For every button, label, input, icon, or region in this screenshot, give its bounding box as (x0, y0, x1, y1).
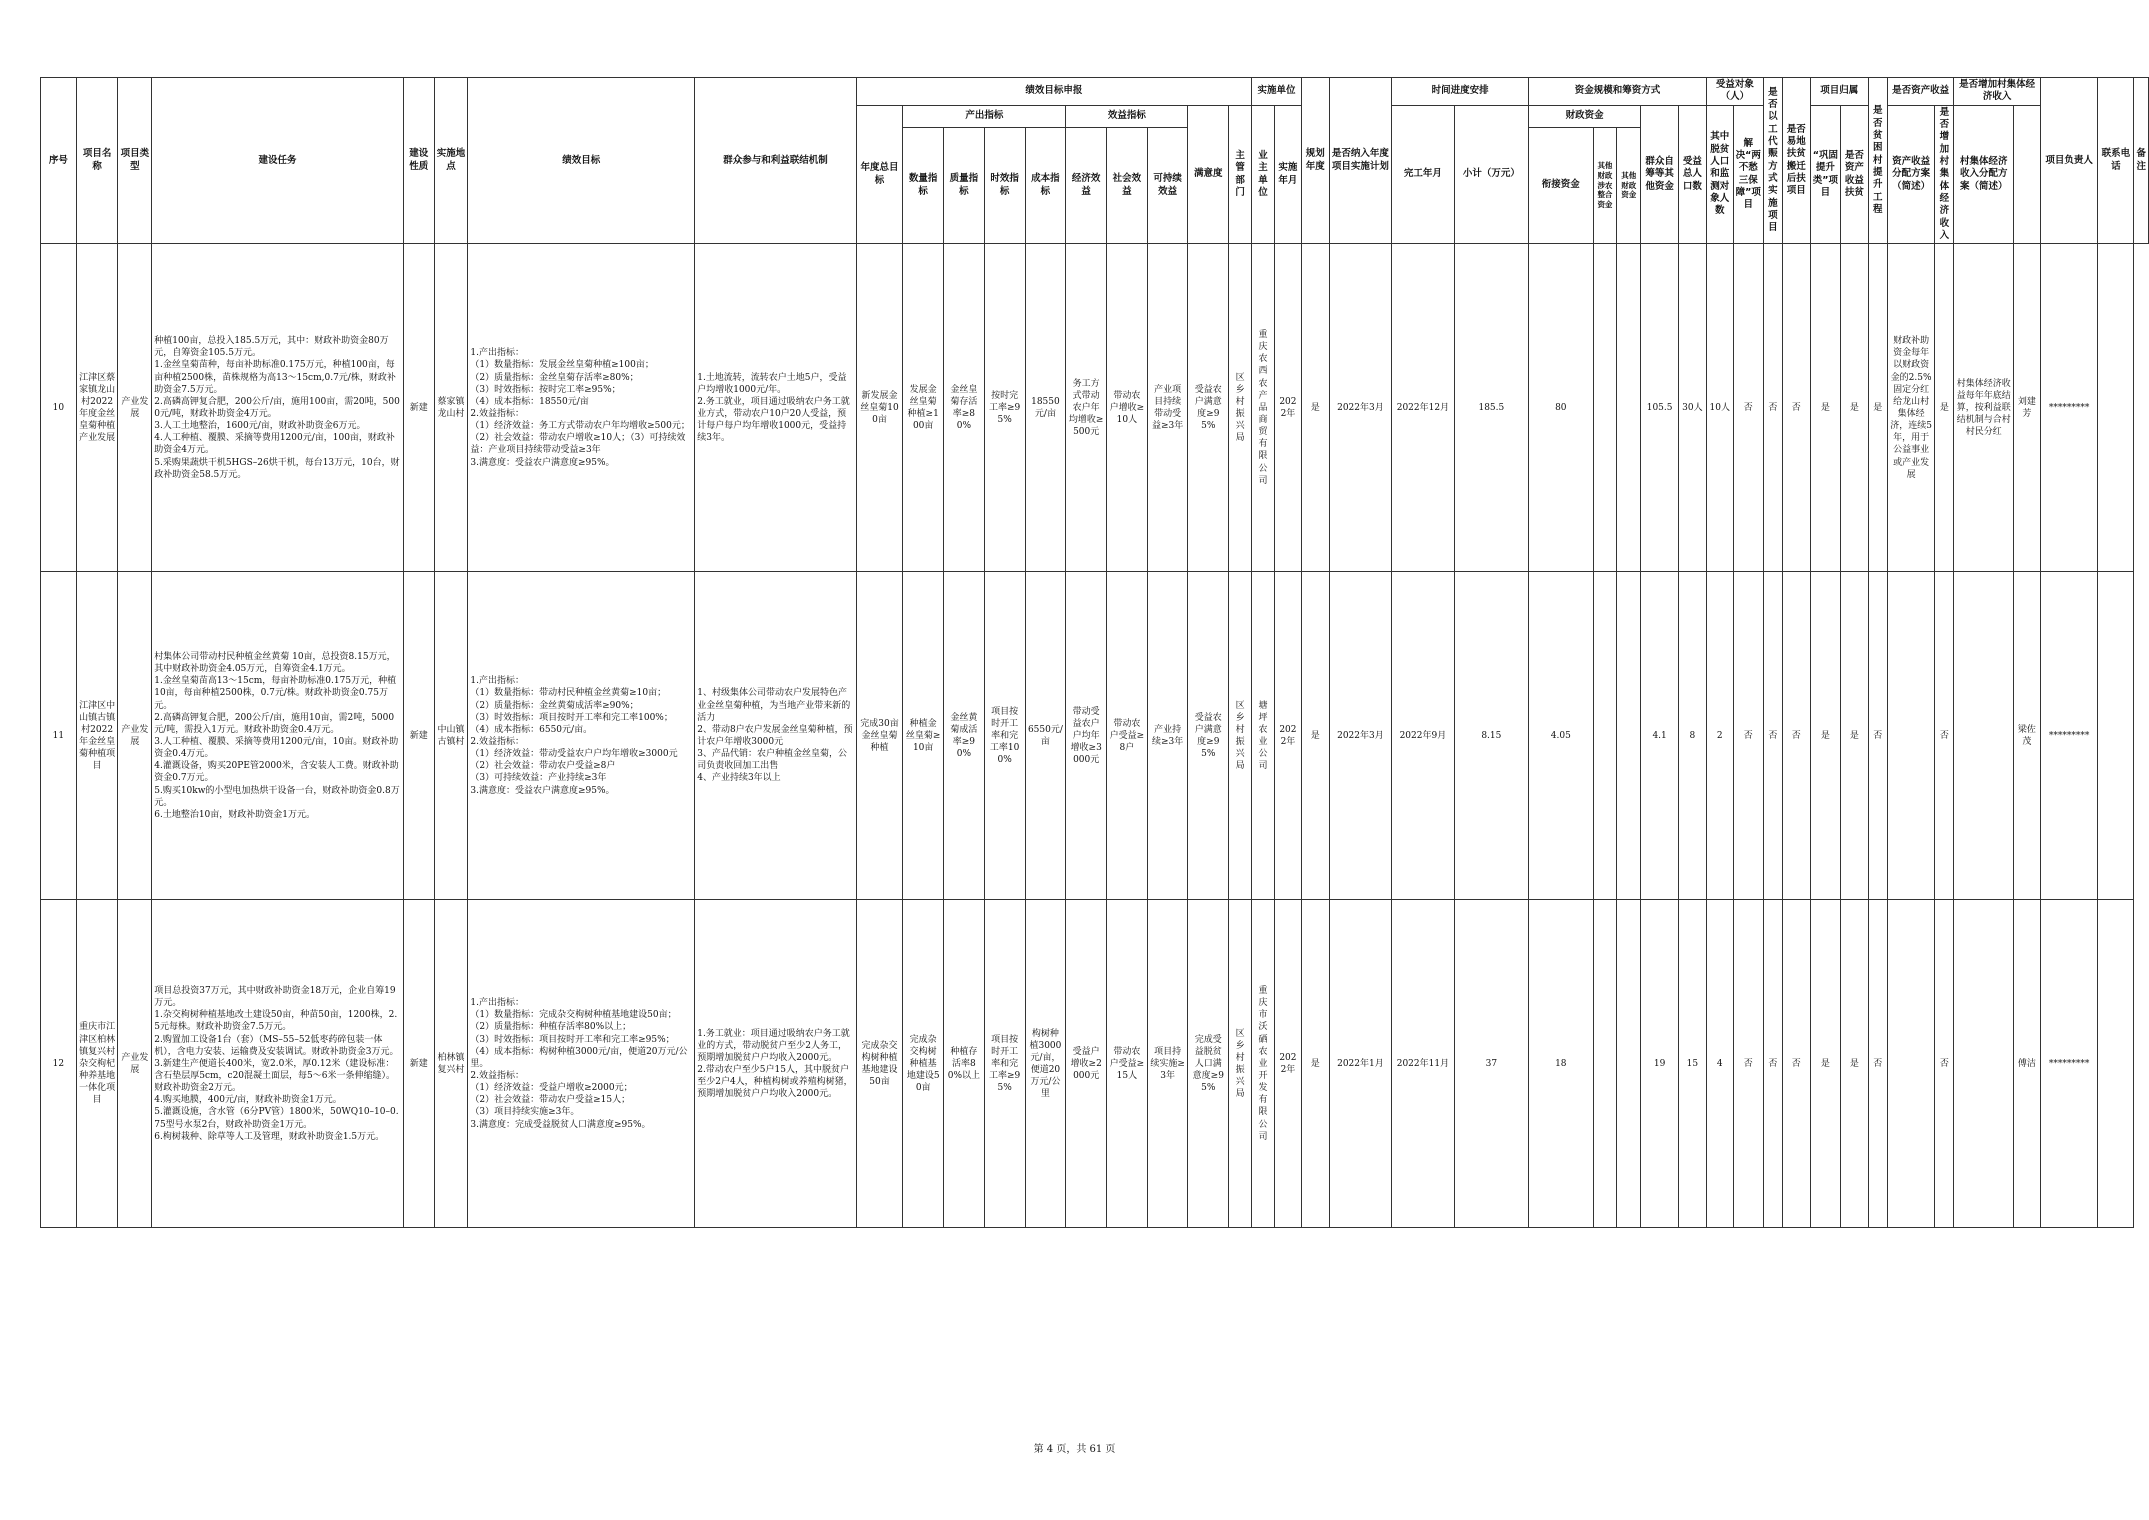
cell-asset-plan: 财政补助资金每年以财政资金的2.5%固定分红给龙山村集体经济，连续5年，用于公益事业或产业发展 (1887, 244, 1935, 572)
cell-poor: 10人 (1706, 244, 1733, 572)
cell-econ: 受益户增收≥2000元 (1066, 900, 1107, 1228)
cell-in-plan: 是 (1301, 572, 1329, 900)
hdr-name: 项目名称 (76, 78, 118, 244)
hdr-qty: 数量指标 (903, 127, 944, 244)
cell-agri (1593, 244, 1617, 572)
cell-end: 2022年11月 (1392, 900, 1454, 1228)
cell-work-relief: 否 (1733, 900, 1763, 1228)
cell-start: 2022年3月 (1329, 572, 1391, 900)
hdr-qual: 质量指标 (944, 127, 985, 244)
cell-remark (2098, 244, 2134, 572)
hdr-asset-plan: 资产收益分配方案（简述） (1887, 105, 1935, 244)
hdr-other-fiscal: 其他财政资金 (1617, 127, 1641, 244)
hdr-task: 建设任务 (152, 78, 404, 244)
hdr-econ: 经济效益 (1066, 127, 1107, 244)
page-footer: 第 4 页，共 61 页 (1033, 1444, 1116, 1455)
cell-cost: 18550元/亩 (1025, 244, 1066, 572)
cell-time: 项目按时开工率和完工率≥95% (984, 900, 1025, 1228)
cell-self: 19 (1641, 900, 1679, 1228)
hdr-coll-yes: 是否增加村集体经济收入 (1935, 105, 1954, 244)
cell-time: 按时完工率≥95% (984, 244, 1025, 572)
cell-econ: 带动受益农户户均年增收≥3000元 (1066, 572, 1107, 900)
cell-annual: 新发展金丝皇菊100亩 (856, 244, 903, 572)
hdr-link: 衔接资金 (1529, 127, 1593, 244)
cell-self: 105.5 (1641, 244, 1679, 572)
cell-other-fiscal (1617, 572, 1641, 900)
hdr-seq: 序号 (41, 78, 77, 244)
cell-qty: 种植金丝皇菊≥10亩 (903, 572, 944, 900)
cell-owner: 重庆市沃硒农业开发有限公司 (1252, 900, 1275, 1228)
cell-qual: 金丝皇菊存活率≥80% (944, 244, 985, 572)
table-row (41, 244, 2149, 572)
cell-asset-support: 否 (1868, 572, 1887, 900)
hdr-mech: 群众参与和利益联结机制 (695, 78, 856, 244)
hdr-relocation: 是否易地扶贫搬迁后扶项目 (1782, 78, 1810, 244)
table-row (41, 900, 2149, 1228)
cell-poor: 2 (1706, 572, 1733, 900)
cell-type: 产业发展 (118, 572, 152, 900)
cell-total-pop: 8 (1678, 572, 1706, 900)
cell-link: 18 (1529, 900, 1593, 1228)
hdr-social: 社会效益 (1107, 127, 1148, 244)
hdr-remark: 备注 (2134, 78, 2149, 244)
hdr-cost: 成本指标 (1025, 127, 1066, 244)
cell-agri (1593, 900, 1617, 1228)
cell-mech: 1、村级集体公司带动农户发展特色产业金丝皇菊种植，为当地产业带来新的活力 2、带动8户农户发展金丝皇菊种植，预计农户年增收3000元 3、产品代销：农户种植金丝皇菊，公司负责收回加工出售 4、产业持续3年以上 (697, 688, 853, 784)
cell-name: 江津区中山镇古镇村2022年金丝皇菊种植项目 (76, 572, 118, 900)
hdr-place: 实施地点 (434, 78, 468, 244)
hdr-agri: 其他财政涉农整合资金 (1593, 127, 1617, 244)
cell-self: 4.1 (1641, 572, 1679, 900)
cell-type: 产业发展 (118, 900, 152, 1228)
cell-subtotal: 8.15 (1454, 572, 1528, 900)
cell-subtotal: 185.5 (1454, 244, 1528, 572)
cell-coll-yes: 是 (1935, 244, 1954, 572)
hdr-collective: 是否增加村集体经济收入 (1954, 78, 2040, 106)
cell-dept: 区乡村振兴局 (1229, 244, 1252, 572)
cell-asset-plan (1887, 572, 1935, 900)
cell-remark (2098, 900, 2134, 1228)
cell-coll-yes: 否 (1935, 572, 1954, 900)
cell-coll-plan (1954, 572, 2014, 900)
cell-qty: 完成杂交构树种植基地建设50亩 (903, 900, 944, 1228)
cell-agri (1593, 572, 1617, 900)
cell-dept: 区乡村振兴局 (1229, 900, 1252, 1228)
hdr-leader: 项目负责人 (2040, 78, 2098, 244)
cell-sustain: 产业项目持续带动受益≥3年 (1147, 244, 1188, 572)
hdr-consolidate: “巩固提升类”项目 (1810, 105, 1840, 244)
hdr-goal: 绩效目标 (468, 78, 695, 244)
cell-task: 村集体公司带动村民种植金丝黄菊 10亩，总投资8.15万元，其中财政补助资金4.05万元，自筹资金4.1万元。 1.金丝皇菊苗高13～15cm，每亩补助标准0.175万元，种植10亩，每亩种植2500株，0.7元/株。财政补助资金0.75万元。 2.高磷高钾复合肥，200公斤/亩，施用10亩，需2吨，5000元/吨，需投入1万元。财政补助资金0.4万元。 3.人工种植、覆膜、采摘等费用1200元/亩，10亩。财政补助资金0.4万元。 4.灌溉设备，购买20PE管2000米，含安装人工费。财政补助资金0.7万元。 5.购买10kw的小型电加热烘干设备一台，财政补助资金0.8万元。 6.土地整治10亩，财政补助资金1万元。 (154, 651, 400, 820)
hdr-type: 项目类型 (118, 78, 152, 244)
cell-cost: 6550元/亩 (1025, 572, 1066, 900)
cell-phone: ********* (2040, 244, 2098, 572)
cell-upgrade: 是 (1840, 244, 1868, 572)
hdr-work-relief: 是否以工代赈方式实施项目 (1763, 78, 1782, 244)
hdr-poor: 其中脱贫人口和监测对象人数 (1706, 105, 1733, 244)
cell-asset-support: 否 (1868, 900, 1887, 1228)
project-table (40, 77, 2149, 1228)
cell-asset-plan (1887, 900, 1935, 1228)
cell-qty: 发展金丝皇菊种植≥100亩 (903, 244, 944, 572)
cell-other-fiscal (1617, 244, 1641, 572)
cell-work-relief: 否 (1733, 572, 1763, 900)
hdr-total-pop: 受益总人口数 (1678, 105, 1706, 244)
hdr-coll-plan: 村集体经济收入分配方案（简述） (1954, 105, 2014, 244)
cell-social: 带动农户受益≥15人 (1107, 900, 1148, 1228)
cell-plan-year: 2022年 (1275, 572, 1302, 900)
cell-seq: 11 (41, 572, 77, 900)
cell-social: 带动农户受益≥8户 (1107, 572, 1148, 900)
cell-dept: 区乡村振兴局 (1229, 572, 1252, 900)
hdr-asset-income: 是否资产收益 (1887, 78, 1954, 106)
cell-coll-plan (1954, 900, 2014, 1228)
cell-owner: 塘坪农业公司 (1252, 572, 1275, 900)
cell-mech: 1.务工就业：项目通过吸纳农户务工就业的方式，带动脱贫户至少2人务工，预期增加脱贫户户均收入2000元。 2.带动农户至少5户15人，其中脱贫户至少2户4人，种植构树或养殖构树猪，预期增加脱贫户户均收入2000元。 (697, 1028, 853, 1100)
cell-goal: 1.产出指标： （1）数量指标：发展金丝皇菊种植≥100亩； （2）质量指标：金丝皇菊存活率≥80%； （3）时效指标：按时完工率≥95%； （4）成本指标：18550元/亩 2.效益指标： （1）经济效益：务工方式带动农户年均增收≥500元； （2）社会效益：带动农户增收≥10人；（3）可持续效益：产业项目持续带动受益≥3年 3.满意度：受益农户满意度≥95%。 (470, 348, 690, 468)
cell-nature: 新建 (403, 572, 434, 900)
cell-start: 2022年1月 (1329, 900, 1391, 1228)
cell-qual: 金丝黄菊成活率≥90% (944, 572, 985, 900)
cell-two-worries: 否 (1782, 900, 1810, 1228)
cell-start: 2022年3月 (1329, 244, 1391, 572)
hdr-subtotal: 小计（万元） (1454, 105, 1528, 244)
cell-end: 2022年9月 (1392, 572, 1454, 900)
table-row (41, 572, 2149, 900)
cell-task: 种植100亩，总投入185.5万元，其中：财政补助资金80万元，自筹资金105.5万元。 1.金丝皇菊苗种，每亩补助标准0.175万元，种植100亩，每亩种植2500株，苗株规格为高13～15cm,0.7元/株，财政补助资金7.5万元。 2.高磷高钾复合肥，200公斤/亩，施用100亩，需20吨，5000元/吨，财政补助资金4万元。 3.人工土地整治，1600元/亩，财政补助资金6万元。 4.人工种植、覆膜、采摘等费用1200元/亩，100亩，财政补助资金4万元。 5.采购果蔬烘干机5HGS–26烘干机，每台13万元，10台，财政补助资金58.5万元。 (154, 336, 400, 480)
cell-cost: 构树种植3000元/亩，便道20万元/公里 (1025, 900, 1066, 1228)
cell-other-fiscal (1617, 900, 1641, 1228)
hdr-phone: 联系电话 (2098, 78, 2134, 244)
cell-name: 江津区蔡家镇龙山村2022年度金丝皇菊种植产业发展 (76, 244, 118, 572)
cell-qual: 种植存活率80%以上 (944, 900, 985, 1228)
cell-in-plan: 是 (1301, 900, 1329, 1228)
cell-consolidate: 是 (1810, 572, 1840, 900)
cell-owner: 重庆农西农产品商贸有限公司 (1252, 244, 1275, 572)
hdr-schedule: 时间进度安排 (1392, 78, 1529, 106)
cell-satis: 完成受益脱贫人口满意度≥95% (1188, 900, 1229, 1228)
cell-mech: 1.土地流转，流转农户土地5户，受益户均增收1000元/年。 2.务工就业，项目通过吸纳农户务工就业方式，带动农户10户20人受益，预计每户每户均年增收1000元，受益持续3年。 (697, 372, 850, 444)
hdr-in-plan: 是否纳入年度项目实施计划 (1329, 78, 1391, 244)
cell-link: 80 (1529, 244, 1593, 572)
cell-goal: 1.产出指标： （1）数量指标：完成杂交枸树种植基地建设50亩； （2）质量指标：种植存活率80%以上； （3）时效指标：项目按时开工率和完工率≥95%； （4）成本指标：构树种植3000元/亩，便道20万元/公里。 2.效益指标： （1）经济效益：受益户增收≥2000元； （2）社会效益：带动农户受益≥15人； （3）项目持续实施≥3年。 3.满意度：完成受益脱贫人口满意度≥95%。 (470, 998, 688, 1130)
cell-end: 2022年12月 (1392, 244, 1454, 572)
hdr-owner: 业主单位 (1252, 105, 1275, 244)
hdr-asset-support: 是否资产收益扶贫 (1840, 105, 1868, 244)
cell-phone: ********* (2040, 900, 2098, 1228)
cell-place: 中山镇古镇村 (434, 572, 468, 900)
cell-type: 产业发展 (118, 244, 152, 572)
cell-plan-year: 2022年 (1275, 244, 1302, 572)
cell-coll-yes: 否 (1935, 900, 1954, 1228)
cell-upgrade: 是 (1840, 572, 1868, 900)
hdr-end: 完工年月 (1392, 105, 1454, 244)
cell-sustain: 产业持续≥3年 (1147, 572, 1188, 900)
cell-satis: 受益农户满意度≥95% (1188, 572, 1229, 900)
cell-phone: ********* (2040, 572, 2098, 900)
cell-relocation: 否 (1763, 572, 1782, 900)
hdr-satis: 满意度 (1188, 105, 1229, 244)
hdr-time: 时效指标 (984, 127, 1025, 244)
cell-link: 4.05 (1529, 572, 1593, 900)
cell-in-plan: 是 (1301, 244, 1329, 572)
cell-time: 项目按时开工率和完工率100% (984, 572, 1025, 900)
cell-social: 带动农户增收≥10人 (1107, 244, 1148, 572)
cell-econ: 务工方式带动农户年均增收≥500元 (1066, 244, 1107, 572)
cell-leader: 梁佐茂 (2014, 572, 2041, 900)
hdr-benef: 受益对象（人） (1706, 78, 1763, 106)
hdr-benefit: 效益指标 (1066, 105, 1188, 127)
cell-total-pop: 15 (1678, 900, 1706, 1228)
cell-task: 项目总投资37万元，其中财政补助资金18万元，企业自筹19万元。 1.杂交枸树种植基地改土建设50亩，种苗50亩，1200株，2.5元每株。财政补助资金7.5万元。 2.购置加工设备1台（套）（MS–55–52低枣药碎包装一体机），含电力安装、运输费及安装调试。财政补助资金3万元。 3.新建生产便道长400米，宽2.0米，厚0.12米（建设标准：含石垫层厚5cm，c20混凝土面层，每5～6米一条伸缩缝）。财政补助资金2万元。 4.购买地膜，400元/亩，财政补助资金1万元。 5.灌溉设施，含水管（6分PV管）1800米，50WQ10–10–0.75型号水泵2台，财政补助资金1万元。 6.枸树栽种、除草等人工及管理，财政补助资金1.5万元。 (154, 986, 399, 1142)
cell-seq: 10 (41, 244, 77, 572)
cell-subtotal: 37 (1454, 900, 1528, 1228)
hdr-self: 群众自筹等其他资金 (1641, 105, 1679, 244)
hdr-start: 实施年月 (1275, 105, 1302, 244)
cell-poor: 4 (1706, 900, 1733, 1228)
cell-leader: 傅洁 (2014, 900, 2041, 1228)
cell-upgrade: 是 (1840, 900, 1868, 1228)
cell-annual: 完成杂交构树种植基地建设50亩 (856, 900, 903, 1228)
cell-work-relief: 否 (1733, 244, 1763, 572)
cell-sustain: 项目持续实施≥3年 (1147, 900, 1188, 1228)
hdr-two-worries: 解决“两不愁三保障”项目 (1733, 105, 1763, 244)
cell-consolidate: 是 (1810, 900, 1840, 1228)
hdr-dept: 主管部门 (1229, 105, 1252, 244)
cell-remark (2098, 572, 2134, 900)
cell-two-worries: 否 (1782, 572, 1810, 900)
cell-place: 柏林镇复兴村 (434, 900, 468, 1228)
cell-leader: 刘建芳 (2014, 244, 2041, 572)
hdr-belong: 项目归属 (1810, 78, 1868, 106)
cell-satis: 受益农户满意度≥95% (1188, 244, 1229, 572)
cell-plan-year: 2022年 (1275, 900, 1302, 1228)
hdr-perf: 绩效目标申报 (856, 78, 1251, 106)
hdr-fund: 资金规模和筹资方式 (1529, 78, 1707, 106)
hdr-output: 产出指标 (903, 105, 1066, 127)
hdr-impl: 实施单位 (1252, 78, 1302, 106)
hdr-upgrade: 是否贫困村提升工程 (1868, 78, 1887, 244)
hdr-fiscal: 财政资金 (1529, 105, 1641, 127)
cell-place: 蔡家镇龙山村 (434, 244, 468, 572)
cell-seq: 12 (41, 900, 77, 1228)
cell-annual: 完成30亩金丝皇菊种植 (856, 572, 903, 900)
cell-relocation: 否 (1763, 244, 1782, 572)
cell-name: 重庆市江津区柏林镇复兴村杂交枸杞种养基地一体化项目 (76, 900, 118, 1228)
cell-consolidate: 是 (1810, 244, 1840, 572)
cell-two-worries: 否 (1782, 244, 1810, 572)
hdr-nature: 建设性质 (403, 78, 434, 244)
hdr-annual: 年度总目标 (856, 105, 903, 244)
cell-total-pop: 30人 (1678, 244, 1706, 572)
cell-asset-support: 是 (1868, 244, 1887, 572)
cell-nature: 新建 (403, 900, 434, 1228)
cell-nature: 新建 (403, 244, 434, 572)
hdr-plan-year: 规划年度 (1301, 78, 1329, 244)
cell-goal: 1.产出指标： （1）数量指标：带动村民种植金丝黄菊≥10亩； （2）质量指标：金丝黄菊成活率≥90%； （3）时效指标：项目按时开工率和完工率100%； （4）成本指标：6550元/亩。 2.效益指标： （1）经济效益：带动受益农户户均年增收≥3000元 （2）社会效益：带动农户受益≥8户 （3）可持续效益：产业持续≥3年 3.满意度：受益农户满意度≥95%。 (470, 676, 678, 796)
cell-relocation: 否 (1763, 900, 1782, 1228)
cell-coll-plan: 村集体经济收益每年年底结算，按利益联结机制与合村村民分红 (1954, 244, 2014, 572)
hdr-sustain: 可持续效益 (1147, 127, 1188, 244)
